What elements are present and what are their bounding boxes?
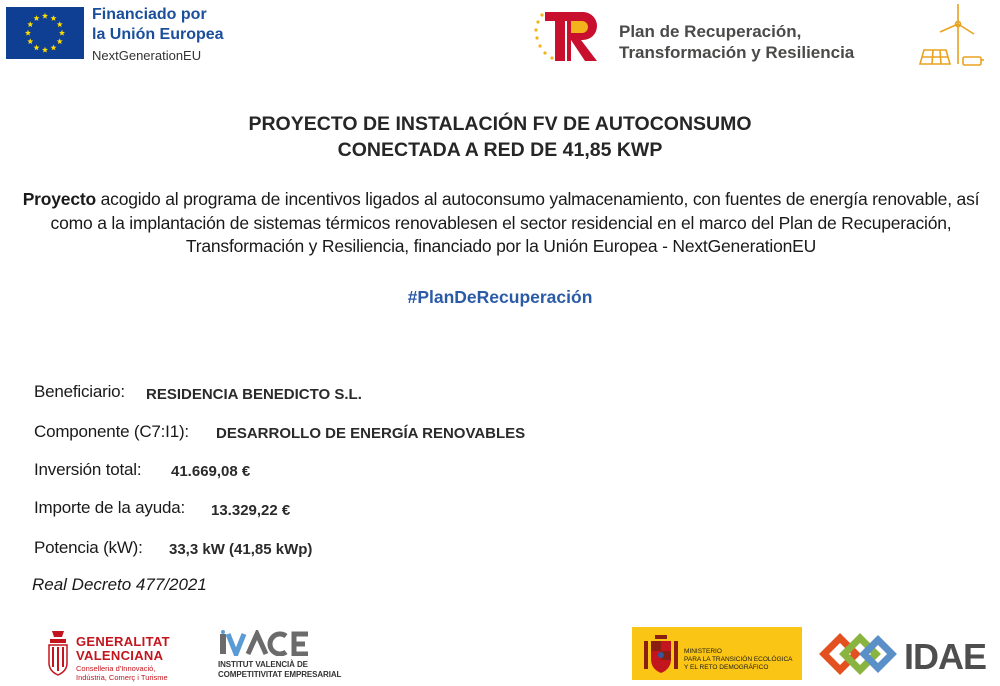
hashtag-link[interactable]: #PlanDeRecuperación: [407, 287, 593, 307]
eu-funding-line2: la Unión Europea: [92, 26, 224, 43]
prtr-logo-icon: [533, 5, 603, 63]
gva-department-line1: Conselleria d'Innovació,: [76, 664, 156, 673]
description-lead: Proyecto: [22, 189, 96, 209]
ministry-name-line2: PARA LA TRANSICIÓN ECOLÓGICA: [684, 656, 793, 663]
eu-star-icon: [59, 30, 65, 36]
eu-star-icon: [33, 45, 39, 51]
eu-star-icon: [57, 21, 63, 27]
real-decreto-reference: Real Decreto 477/2021: [32, 575, 207, 594]
eu-star-icon: [27, 38, 33, 44]
ministry-name-line3: Y EL RETO DEMOGRÁFICO: [684, 664, 769, 671]
componente-label: Componente (C7:I1):: [34, 422, 189, 441]
potencia-value: 33,3 kW (41,85 kWp): [169, 541, 313, 558]
importe-label: Importe de la ayuda:: [34, 498, 185, 517]
ivace-name-line1: INSTITUT VALENCIÀ DE: [218, 660, 308, 669]
prtr-title-line1: Plan de Recuperación,: [619, 22, 802, 41]
description-body: acogido al programa de incentivos ligados al autoconsumo yalmacenamiento, con fuentes de energía renovable, así como a la implantación de sistemas térmicos renovablesen el sector residencial en el marco del Plan de Recuperación, Transformación y Resiliencia, financiado por la Unión Europea - NextGenerationEU: [50, 189, 980, 256]
eu-funding-line3: NextGenerationEU: [92, 48, 202, 63]
project-description: [20, 188, 982, 259]
wind-turbine-solar-panel-icon: [918, 2, 986, 68]
gva-name-line1: GENERALITAT: [76, 634, 170, 649]
inversion-value: 41.669,08 €: [171, 463, 251, 480]
eu-star-icon: [50, 15, 56, 21]
eu-star-icon: [33, 15, 39, 21]
prtr-title-line2: Transformación y Resiliencia: [619, 43, 855, 62]
eu-star-icon: [57, 38, 63, 44]
beneficiario-label: Beneficiario:: [34, 382, 125, 401]
project-title-line1: PROYECTO DE INSTALACIÓN FV DE AUTOCONSUMO: [248, 113, 752, 135]
beneficiario-value: RESIDENCIA BENEDICTO S.L.: [146, 386, 362, 403]
ministry-name-line1: MINISTERIO: [684, 648, 722, 655]
eu-star-icon: [25, 30, 31, 36]
gva-department-line2: Indústria, Comerç i Turisme: [76, 673, 168, 682]
inversion-label: Inversión total:: [34, 460, 142, 479]
importe-value: 13.329,22 €: [211, 502, 291, 519]
ivace-name-line2: COMPETITIVITAT EMPRESARIAL: [218, 670, 342, 679]
eu-funding-line1: Financiado por: [92, 6, 207, 23]
eu-star-icon: [50, 45, 56, 51]
potencia-label: Potencia (kW):: [34, 538, 143, 557]
project-title-line2: CONECTADA A RED DE 41,85 KWP: [337, 139, 663, 161]
gva-name-line2: VALENCIANA: [76, 648, 164, 663]
ivace-logo-icon: [218, 630, 310, 656]
idae-logo-icon: [818, 627, 900, 681]
eu-star-icon: [42, 13, 48, 19]
spain-coat-of-arms-icon: [641, 631, 681, 677]
idae-wordmark: IDAE: [904, 636, 987, 677]
generalitat-emblem-icon: [44, 627, 72, 679]
eu-star-icon: [27, 21, 33, 27]
eu-star-icon: [42, 47, 48, 53]
eu-flag-icon: [6, 7, 84, 59]
componente-value: DESARROLLO DE ENERGÍA RENOVABLES: [216, 425, 526, 442]
